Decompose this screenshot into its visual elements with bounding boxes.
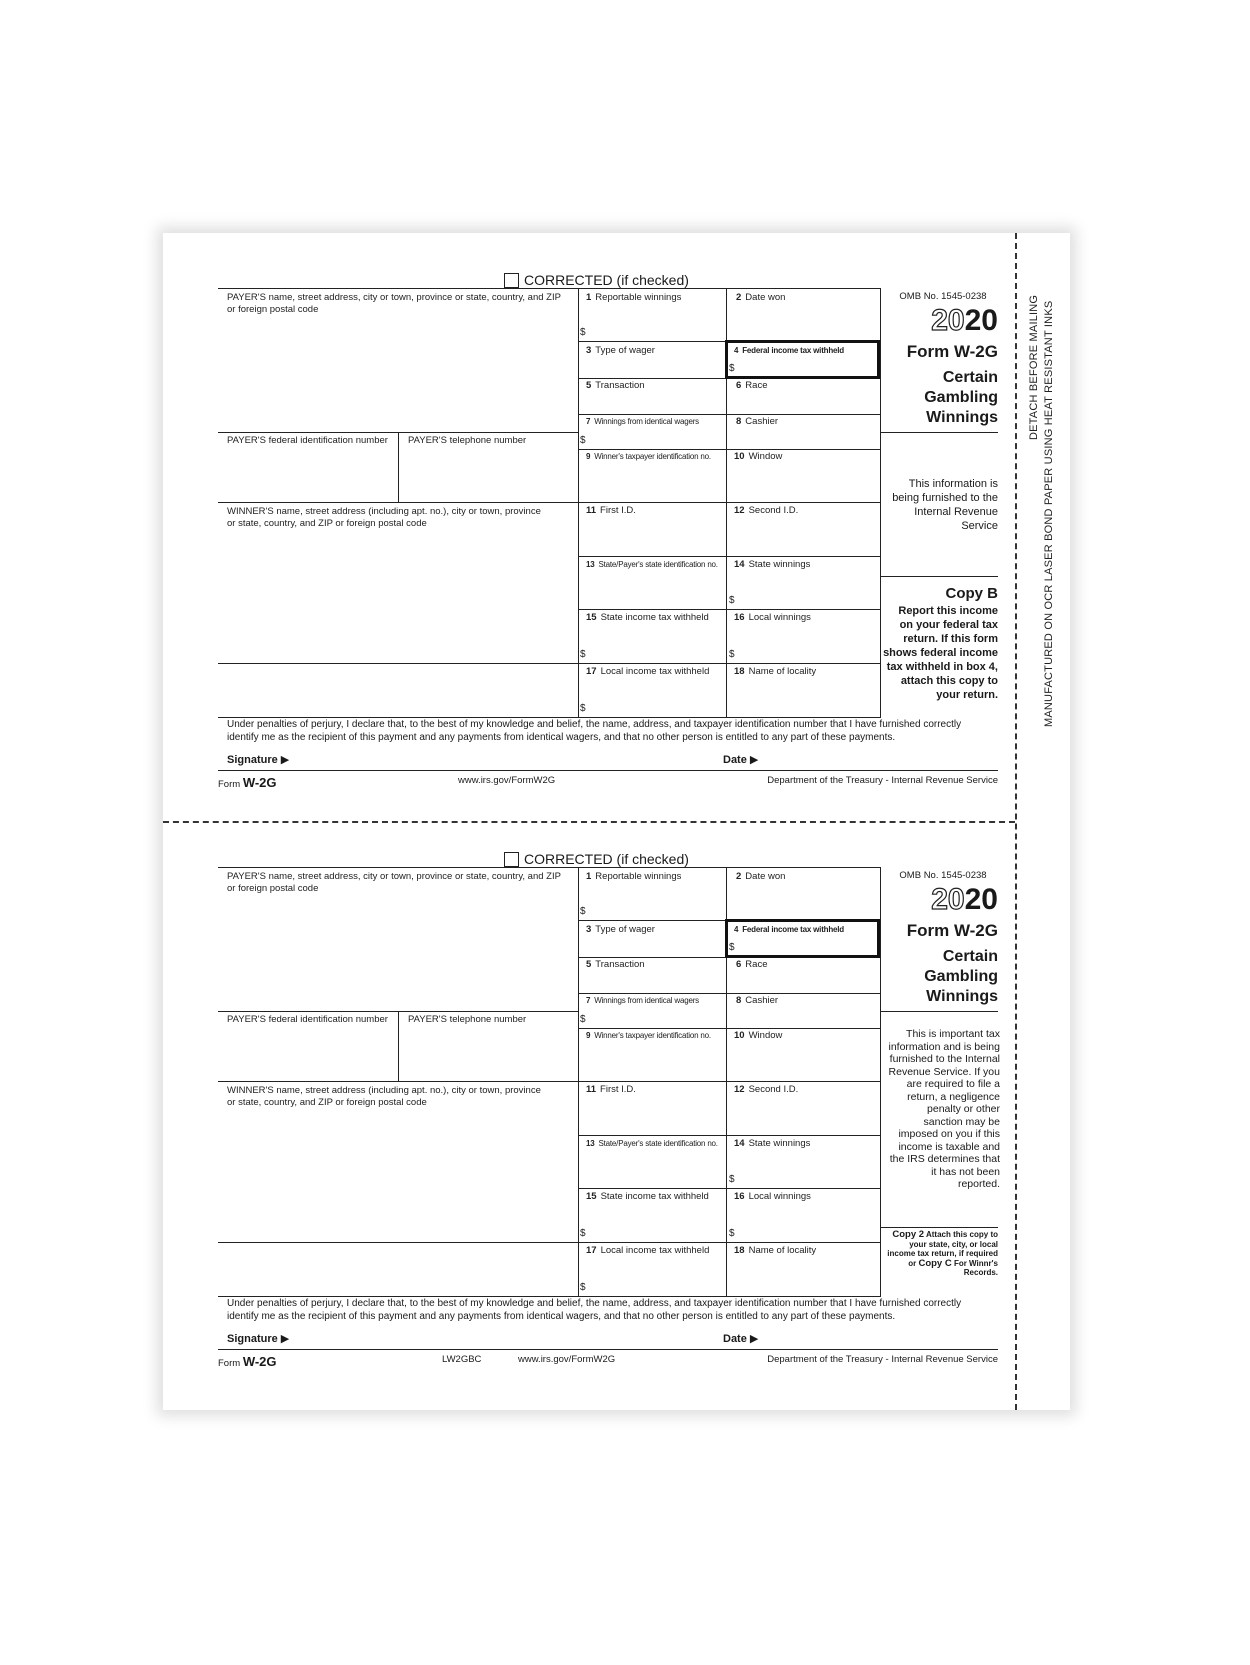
box-10-label: 10 Window bbox=[734, 451, 783, 462]
box-2-label: 2 Date won bbox=[736, 292, 786, 303]
copy-b-title: Copy B bbox=[945, 585, 998, 602]
copy-2-info: This is important tax information and is being furnished to the Internal Revenue Service. If you are required to file a return, a negligence penalty or other sanction may be imposed on you if this income is taxable and the IRS determines that it has not been reported. bbox=[888, 1028, 1000, 1190]
form-id: Form W-2G bbox=[906, 921, 998, 940]
box-18-label: 18 Name of locality bbox=[734, 1245, 817, 1256]
corrected-label: CORRECTED (if checked) bbox=[524, 851, 689, 867]
vertical-perforation bbox=[1015, 233, 1017, 1410]
horizontal-perforation bbox=[163, 821, 1015, 823]
payer-name-label: PAYER'S name, street address, city or town, province or state, country, and ZIP or foreign postal code bbox=[227, 292, 561, 315]
corrected-checkbox[interactable] bbox=[504, 273, 519, 288]
box-3-label: 3 Type of wager bbox=[586, 924, 655, 935]
form-title: Certain Gambling Winnings bbox=[924, 369, 998, 426]
manufactured-notice: MANUFACTURED ON OCR LASER BOND PAPER USING HEAT RESISTANT INKS bbox=[1043, 300, 1055, 727]
copy-b-info: This information is being furnished to the Internal Revenue Service bbox=[892, 478, 998, 532]
tax-year: 2020 bbox=[931, 883, 998, 916]
omb-number: OMB No. 1545-0238 bbox=[899, 291, 987, 302]
perjury-declaration: Under penalties of perjury, I declare that, to the best of my knowledge and belief, the name, address, and taxpayer identification number that I have furnished correctly identify me as the recipient of this payment and any payments from identical wagers, and that no other person is entitled to any part of these payments. bbox=[227, 719, 962, 743]
payer-name-label: PAYER'S name, street address, city or town, province or state, country, and ZIP or foreign postal code bbox=[227, 871, 561, 894]
payer-fed-id-label: PAYER'S federal identification number bbox=[227, 1014, 388, 1025]
copy-b bbox=[218, 272, 998, 812]
box-18-label: 18 Name of locality bbox=[734, 666, 817, 677]
copy-b-instructions: Report this income on your federal tax return. If this form shows federal income tax withheld in box 4, attach this copy to your return. bbox=[883, 605, 998, 701]
tax-year: 2020 bbox=[931, 304, 998, 337]
copy-2-instructions: Copy 2 Attach this copy to your state, city, or local income tax return, if required or Copy C For Winnr's Records. bbox=[887, 1229, 998, 1277]
copy-2 bbox=[218, 851, 998, 1391]
dollar-sign: $ bbox=[580, 703, 586, 714]
omb-number: OMB No. 1545-0238 bbox=[899, 870, 987, 881]
dollar-sign: $ bbox=[580, 906, 586, 917]
box-15-label: 15 State income tax withheld bbox=[586, 1191, 709, 1202]
box-13-label: 13 State/Payer's state identification no. bbox=[586, 560, 718, 569]
box-12-label: 12 Second I.D. bbox=[734, 505, 799, 516]
box-4-label: 4 Federal income tax withheld bbox=[734, 346, 844, 355]
dollar-sign: $ bbox=[729, 649, 735, 660]
box-17-label: 17 Local income tax withheld bbox=[586, 1245, 710, 1256]
payer-fed-id-label: PAYER'S federal identification number bbox=[227, 435, 388, 446]
box-11-label: 11 First I.D. bbox=[586, 505, 636, 516]
dollar-sign: $ bbox=[729, 363, 735, 374]
dollar-sign: $ bbox=[729, 1174, 735, 1185]
winner-name-label: WINNER'S name, street address (including apt. no.), city or town, province or state, country, and ZIP or foreign postal code bbox=[227, 1085, 541, 1108]
box-16-label: 16 Local winnings bbox=[734, 612, 811, 623]
form-grid bbox=[218, 288, 881, 718]
footer-url[interactable]: www.irs.gov/FormW2G bbox=[458, 775, 556, 786]
box-5-label: 5 Transaction bbox=[586, 959, 645, 970]
product-code: LW2GBC bbox=[442, 1354, 482, 1365]
corrected-label: CORRECTED (if checked) bbox=[524, 272, 689, 288]
dollar-sign: $ bbox=[580, 327, 586, 338]
box-1-label: 1 Reportable winnings bbox=[586, 871, 682, 882]
box-7-label: 7 Winnings from identical wagers bbox=[586, 417, 699, 426]
box-9-label: 9 Winner's taxpayer identification no. bbox=[586, 452, 711, 461]
box-10-label: 10 Window bbox=[734, 1030, 783, 1041]
winner-name-label: WINNER'S name, street address (including apt. no.), city or town, province or state, country, and ZIP or foreign postal code bbox=[227, 506, 541, 529]
box-6-label: 6 Race bbox=[736, 380, 768, 391]
box-4-label: 4 Federal income tax withheld bbox=[734, 925, 844, 934]
box-2-label: 2 Date won bbox=[736, 871, 786, 882]
box-8-label: 8 Cashier bbox=[736, 416, 779, 427]
box-15-label: 15 State income tax withheld bbox=[586, 612, 709, 623]
footer-department: Department of the Treasury - Internal Revenue Service bbox=[767, 1354, 998, 1365]
footer-department: Department of the Treasury - Internal Revenue Service bbox=[767, 775, 998, 786]
box-1-label: 1 Reportable winnings bbox=[586, 292, 682, 303]
box-14-label: 14 State winnings bbox=[734, 1138, 811, 1149]
footer-form-id: Form W-2G bbox=[218, 775, 277, 790]
form-grid bbox=[218, 867, 881, 1297]
dollar-sign: $ bbox=[580, 1282, 586, 1293]
dollar-sign: $ bbox=[580, 649, 586, 660]
footer-url[interactable]: www.irs.gov/FormW2G bbox=[518, 1354, 616, 1365]
box-14-label: 14 State winnings bbox=[734, 559, 811, 570]
footer-form-id: Form W-2G bbox=[218, 1354, 277, 1369]
form-title: Certain Gambling Winnings bbox=[924, 948, 998, 1005]
signature-label[interactable]: Signature ▶ bbox=[227, 754, 290, 766]
dollar-sign: $ bbox=[729, 942, 735, 953]
detach-notice: DETACH BEFORE MAILING bbox=[1028, 294, 1040, 440]
form-id: Form W-2G bbox=[906, 342, 998, 361]
box-12-label: 12 Second I.D. bbox=[734, 1084, 799, 1095]
box-9-label: 9 Winner's taxpayer identification no. bbox=[586, 1031, 711, 1040]
payer-phone-label: PAYER'S telephone number bbox=[408, 1014, 527, 1025]
signature-label[interactable]: Signature ▶ bbox=[227, 1333, 290, 1345]
box-6-label: 6 Race bbox=[736, 959, 768, 970]
box-11-label: 11 First I.D. bbox=[586, 1084, 636, 1095]
corrected-checkbox[interactable] bbox=[504, 852, 519, 867]
dollar-sign: $ bbox=[729, 1228, 735, 1239]
box-17-label: 17 Local income tax withheld bbox=[586, 666, 710, 677]
corrected-checkbox-row[interactable] bbox=[504, 272, 689, 288]
dollar-sign: $ bbox=[580, 1228, 586, 1239]
date-label[interactable]: Date ▶ bbox=[723, 754, 759, 766]
corrected-checkbox-row[interactable] bbox=[504, 851, 689, 867]
box-5-label: 5 Transaction bbox=[586, 380, 645, 391]
box-7-label: 7 Winnings from identical wagers bbox=[586, 996, 699, 1005]
perjury-declaration: Under penalties of perjury, I declare that, to the best of my knowledge and belief, the name, address, and taxpayer identification number that I have furnished correctly identify me as the recipient of this payment and any payments from identical wagers, and that no other person is entitled to any part of these payments. bbox=[227, 1298, 962, 1322]
box-3-label: 3 Type of wager bbox=[586, 345, 655, 356]
box-16-label: 16 Local winnings bbox=[734, 1191, 811, 1202]
box-13-label: 13 State/Payer's state identification no. bbox=[586, 1139, 718, 1148]
dollar-sign: $ bbox=[729, 595, 735, 606]
dollar-sign: $ bbox=[580, 435, 586, 446]
date-label[interactable]: Date ▶ bbox=[723, 1333, 759, 1345]
box-8-label: 8 Cashier bbox=[736, 995, 779, 1006]
dollar-sign: $ bbox=[580, 1014, 586, 1025]
payer-phone-label: PAYER'S telephone number bbox=[408, 435, 527, 446]
